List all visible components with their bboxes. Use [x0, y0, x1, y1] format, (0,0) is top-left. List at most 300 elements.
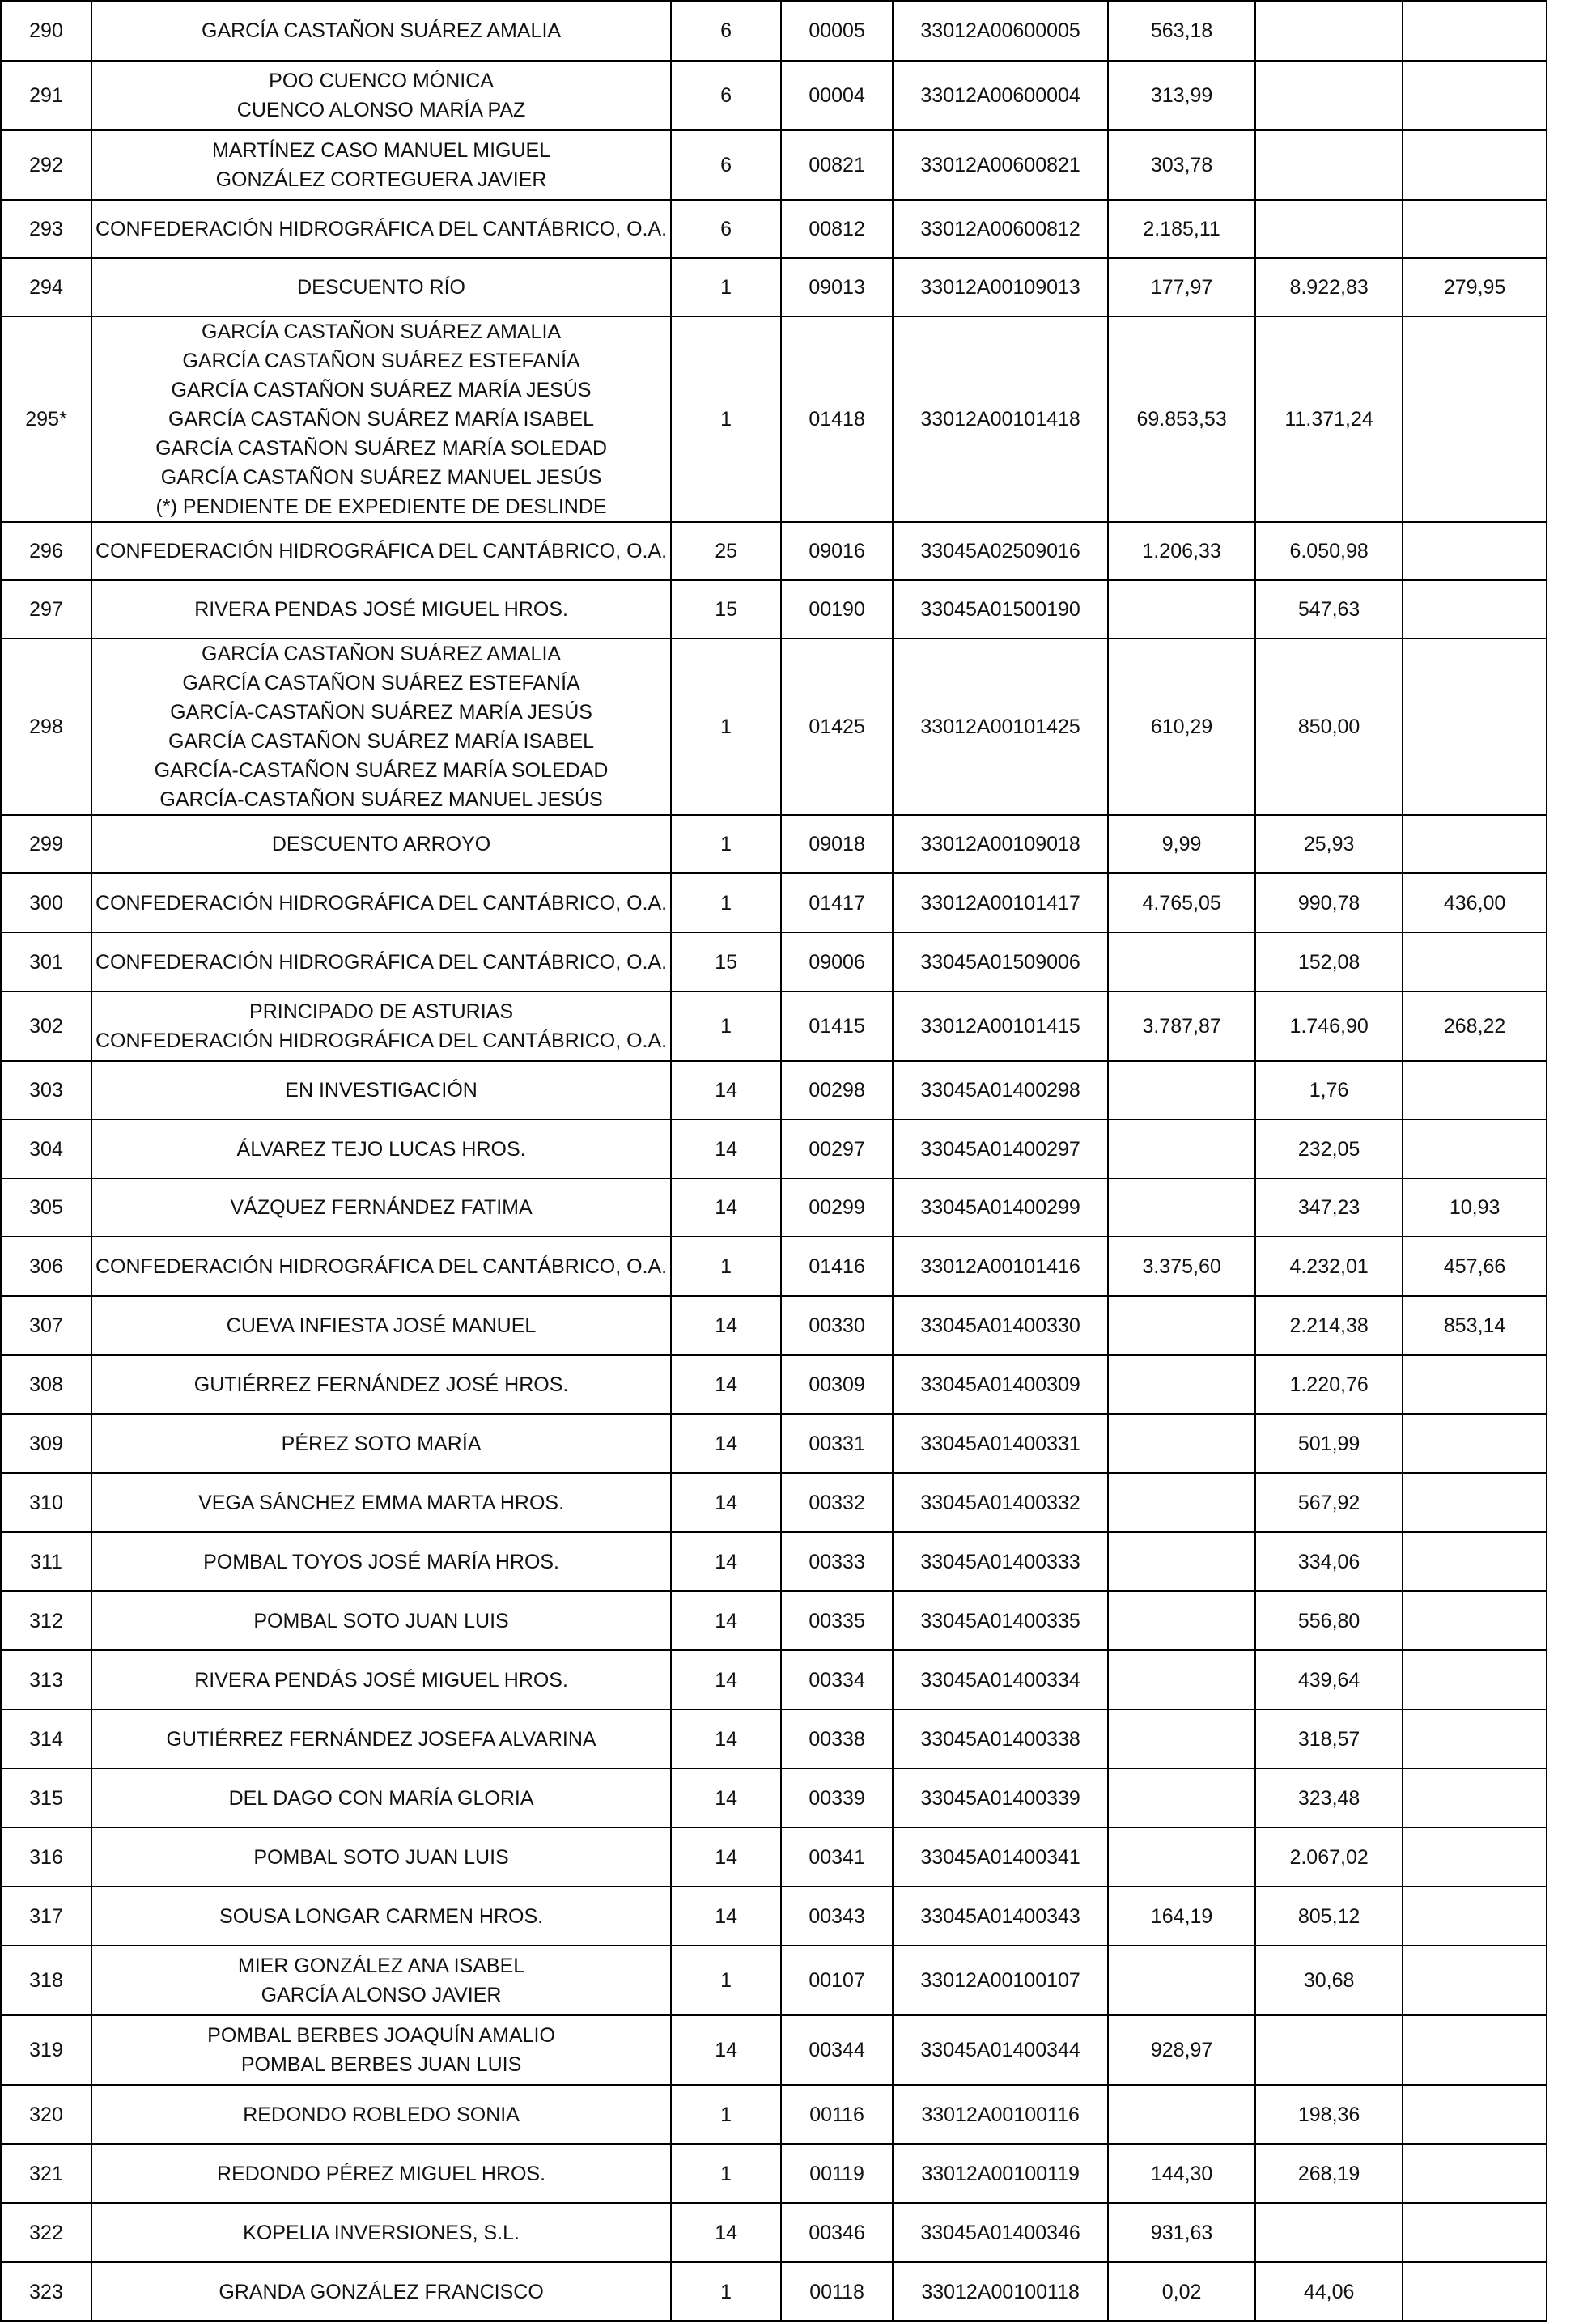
poligono-cell: 14: [671, 1650, 781, 1709]
row-number-cell: 316: [1, 1827, 91, 1887]
cadastral-ref-cell: 33045A02509016: [893, 522, 1108, 580]
row-number-cell: 314: [1, 1709, 91, 1768]
row-number-cell: 304: [1, 1119, 91, 1178]
area-3-cell: 268,22: [1403, 991, 1547, 1061]
parcela-cell: 00334: [781, 1650, 893, 1709]
table-row: [1, 2144, 1547, 2203]
owner-cell: [91, 2262, 671, 2321]
parcela-cell: 00335: [781, 1591, 893, 1650]
row-number-cell: 296: [1, 522, 91, 580]
owner-cell: [91, 1296, 671, 1355]
poligono-cell: 14: [671, 1296, 781, 1355]
table-row: [1, 1887, 1547, 1946]
table-row: [1, 873, 1547, 932]
area-3-cell: [1403, 522, 1547, 580]
owner-line: GARCÍA-CASTAÑON SUÁREZ MARÍA SOLEDAD: [154, 759, 609, 782]
area-1-cell: [1108, 1119, 1255, 1178]
area-2-cell: 990,78: [1255, 873, 1403, 932]
poligono-cell: 1: [671, 815, 781, 873]
area-2-cell: 501,99: [1255, 1414, 1403, 1473]
area-1-cell: 3.787,87: [1108, 991, 1255, 1061]
owner-line: GONZÁLEZ CORTEGUERA JAVIER: [215, 168, 547, 191]
area-2-cell: 30,68: [1255, 1946, 1403, 2015]
area-3-cell: [1403, 1709, 1547, 1768]
parcela-cell: 09016: [781, 522, 893, 580]
area-3-cell: [1403, 1591, 1547, 1650]
owner-cell: [91, 1709, 671, 1768]
poligono-cell: 1: [671, 2144, 781, 2203]
row-number-cell: 300: [1, 873, 91, 932]
cadastral-ref-cell: 33012A00100118: [893, 2262, 1108, 2321]
area-3-cell: [1403, 2262, 1547, 2321]
cadastral-ref-cell: 33045A01400341: [893, 1827, 1108, 1887]
area-2-cell: 805,12: [1255, 1887, 1403, 1946]
area-3-cell: [1403, 580, 1547, 639]
table-row: [1, 522, 1547, 580]
owner-cell: [91, 1887, 671, 1946]
owner-line: GARCÍA CASTAÑON SUÁREZ MARÍA ISABEL: [168, 408, 595, 431]
owner-line: GARCÍA CASTAÑON SUÁREZ MANUEL JESÚS: [160, 466, 602, 489]
table-row: [1, 1, 1547, 61]
row-number-cell: 306: [1, 1237, 91, 1296]
cadastral-ref-cell: 33012A00600005: [893, 1, 1108, 61]
parcela-cell: 00338: [781, 1709, 893, 1768]
poligono-cell: 6: [671, 1, 781, 61]
owner-line: POMBAL SOTO JUAN LUIS: [253, 1845, 509, 1869]
row-number-cell: 290: [1, 1, 91, 61]
owner-line: POMBAL BERBES JOAQUÍN AMALIO: [207, 2024, 555, 2047]
table-row: [1, 1532, 1547, 1591]
poligono-cell: 1: [671, 258, 781, 316]
area-3-cell: [1403, 1532, 1547, 1591]
area-3-cell: [1403, 1887, 1547, 1946]
owner-line: POO CUENCO MÓNICA: [269, 70, 494, 92]
parcela-cell: 00331: [781, 1414, 893, 1473]
row-number-cell: 310: [1, 1473, 91, 1532]
area-1-cell: [1108, 1946, 1255, 2015]
owner-cell: [91, 1061, 671, 1119]
owner-line: CONFEDERACIÓN HIDROGRÁFICA DEL CANTÁBRICO, O.A.: [96, 218, 668, 240]
poligono-cell: 14: [671, 1355, 781, 1414]
parcela-cell: 09018: [781, 815, 893, 873]
owner-line: CONFEDERACIÓN HIDROGRÁFICA DEL CANTÁBRICO, O.A.: [96, 1254, 668, 1278]
cadastral-ref-cell: 33012A00101418: [893, 316, 1108, 522]
table-row: [1, 2203, 1547, 2262]
owner-cell: [91, 258, 671, 316]
table-row: [1, 2085, 1547, 2144]
parcela-cell: 00341: [781, 1827, 893, 1887]
row-number-cell: 293: [1, 200, 91, 258]
poligono-cell: 1: [671, 873, 781, 932]
area-2-cell: 334,06: [1255, 1532, 1403, 1591]
parcela-cell: 00346: [781, 2203, 893, 2262]
owner-line: (*) PENDIENTE DE EXPEDIENTE DE DESLINDE: [155, 495, 607, 518]
row-number-cell: 318: [1, 1946, 91, 2015]
area-3-cell: 436,00: [1403, 873, 1547, 932]
area-2-cell: 268,19: [1255, 2144, 1403, 2203]
table-row: [1, 1296, 1547, 1355]
area-1-cell: 303,78: [1108, 130, 1255, 200]
cadastral-ref-cell: 33045A01400346: [893, 2203, 1108, 2262]
owner-line: GARCÍA CASTAÑON SUÁREZ AMALIA: [202, 643, 562, 665]
area-1-cell: 9,99: [1108, 815, 1255, 873]
row-number-cell: 303: [1, 1061, 91, 1119]
table-row: [1, 932, 1547, 991]
owner-cell: [91, 580, 671, 639]
owner-line: GARCÍA CASTAÑON SUÁREZ AMALIA: [202, 19, 562, 42]
owner-cell: [91, 639, 671, 815]
table-row: [1, 1237, 1547, 1296]
owner-cell: [91, 1946, 671, 2015]
area-2-cell: 547,63: [1255, 580, 1403, 639]
owner-line: CONFEDERACIÓN HIDROGRÁFICA DEL CANTÁBRICO, O.A.: [96, 891, 668, 915]
poligono-cell: 14: [671, 1827, 781, 1887]
table-row: [1, 2262, 1547, 2321]
poligono-cell: 6: [671, 200, 781, 258]
cadastral-ref-cell: 33012A00101425: [893, 639, 1108, 815]
parcela-cell: 00297: [781, 1119, 893, 1178]
poligono-cell: 15: [671, 580, 781, 639]
area-3-cell: [1403, 130, 1547, 200]
area-1-cell: [1108, 1061, 1255, 1119]
table-row: [1, 1178, 1547, 1237]
owner-line: CONFEDERACIÓN HIDROGRÁFICA DEL CANTÁBRICO, O.A.: [96, 950, 668, 974]
area-1-cell: 931,63: [1108, 2203, 1255, 2262]
parcela-cell: 00343: [781, 1887, 893, 1946]
owner-line: PÉREZ SOTO MARÍA: [281, 1432, 482, 1455]
area-2-cell: [1255, 130, 1403, 200]
owner-line: REDONDO ROBLEDO SONIA: [243, 2103, 520, 2126]
area-1-cell: 177,97: [1108, 258, 1255, 316]
row-number-cell: 291: [1, 61, 91, 130]
area-2-cell: 567,92: [1255, 1473, 1403, 1532]
row-number-cell: 295*: [1, 316, 91, 522]
area-1-cell: [1108, 1473, 1255, 1532]
area-2-cell: 318,57: [1255, 1709, 1403, 1768]
cadastral-ref-cell: 33012A00600821: [893, 130, 1108, 200]
poligono-cell: 14: [671, 1532, 781, 1591]
owner-cell: [91, 130, 671, 200]
area-3-cell: [1403, 1946, 1547, 2015]
area-2-cell: [1255, 2203, 1403, 2262]
owner-cell: [91, 200, 671, 258]
area-2-cell: 439,64: [1255, 1650, 1403, 1709]
row-number-cell: 301: [1, 932, 91, 991]
owner-cell: [91, 815, 671, 873]
parcela-cell: 00821: [781, 130, 893, 200]
table-row: [1, 1473, 1547, 1532]
area-1-cell: 610,29: [1108, 639, 1255, 815]
owner-line: CONFEDERACIÓN HIDROGRÁFICA DEL CANTÁBRICO, O.A.: [96, 1029, 668, 1052]
parcela-cell: 09013: [781, 258, 893, 316]
area-3-cell: 457,66: [1403, 1237, 1547, 1296]
row-number-cell: 311: [1, 1532, 91, 1591]
area-2-cell: 347,23: [1255, 1178, 1403, 1237]
cadastral-ref-cell: 33045A01400338: [893, 1709, 1108, 1768]
table-body: [1, 1, 1547, 2321]
parcela-cell: 00298: [781, 1061, 893, 1119]
poligono-cell: 15: [671, 932, 781, 991]
owner-line: CUEVA INFIESTA JOSÉ MANUEL: [226, 1314, 537, 1337]
owner-cell: [91, 1473, 671, 1532]
area-3-cell: [1403, 2085, 1547, 2144]
area-2-cell: 198,36: [1255, 2085, 1403, 2144]
owner-cell: [91, 522, 671, 580]
area-3-cell: [1403, 316, 1547, 522]
area-2-cell: 11.371,24: [1255, 316, 1403, 522]
area-1-cell: 144,30: [1108, 2144, 1255, 2203]
owner-line: MIER GONZÁLEZ ANA ISABEL: [237, 1955, 525, 1977]
owner-line: MARTÍNEZ CASO MANUEL MIGUEL: [211, 139, 551, 162]
area-1-cell: 3.375,60: [1108, 1237, 1255, 1296]
owner-cell: [91, 873, 671, 932]
area-1-cell: [1108, 1591, 1255, 1650]
area-1-cell: 69.853,53: [1108, 316, 1255, 522]
poligono-cell: 14: [671, 1178, 781, 1237]
area-3-cell: [1403, 2203, 1547, 2262]
row-number-cell: 317: [1, 1887, 91, 1946]
owner-line: GRANDA GONZÁLEZ FRANCISCO: [219, 2280, 544, 2303]
area-3-cell: [1403, 1119, 1547, 1178]
area-3-cell: [1403, 2015, 1547, 2085]
poligono-cell: 1: [671, 316, 781, 522]
owner-line: GARCÍA CASTAÑON SUÁREZ MARÍA JESÚS: [171, 379, 592, 401]
parcela-cell: 01416: [781, 1237, 893, 1296]
cadastral-ref-cell: 33012A00100107: [893, 1946, 1108, 2015]
owner-line: GARCÍA CASTAÑON SUÁREZ ESTEFANÍA: [182, 672, 580, 694]
area-3-cell: [1403, 1414, 1547, 1473]
owner-line: VÁZQUEZ FERNÁNDEZ FATIMA: [230, 1196, 533, 1219]
area-2-cell: [1255, 200, 1403, 258]
owner-line: DESCUENTO ARROYO: [271, 833, 491, 855]
owner-cell: [91, 991, 671, 1061]
area-3-cell: [1403, 61, 1547, 130]
parcela-cell: 01417: [781, 873, 893, 932]
parcela-cell: 01415: [781, 991, 893, 1061]
area-1-cell: 164,19: [1108, 1887, 1255, 1946]
area-1-cell: 928,97: [1108, 2015, 1255, 2085]
cadastral-ref-cell: 33045A01400332: [893, 1473, 1108, 1532]
row-number-cell: 322: [1, 2203, 91, 2262]
cadastral-ref-cell: 33045A01400309: [893, 1355, 1108, 1414]
parcela-cell: 01425: [781, 639, 893, 815]
row-number-cell: 297: [1, 580, 91, 639]
table-row: [1, 1591, 1547, 1650]
owner-cell: [91, 2144, 671, 2203]
poligono-cell: 14: [671, 1119, 781, 1178]
poligono-cell: 1: [671, 2262, 781, 2321]
owner-line: RIVERA PENDÁS JOSÉ MIGUEL HROS.: [194, 1668, 568, 1692]
area-3-cell: [1403, 1355, 1547, 1414]
owner-cell: [91, 1414, 671, 1473]
area-1-cell: 563,18: [1108, 1, 1255, 61]
row-number-cell: 319: [1, 2015, 91, 2085]
area-3-cell: [1403, 1650, 1547, 1709]
area-2-cell: [1255, 61, 1403, 130]
parcela-cell: 01418: [781, 316, 893, 522]
area-1-cell: [1108, 2085, 1255, 2144]
owner-line: GARCÍA CASTAÑON SUÁREZ MARÍA SOLEDAD: [155, 437, 608, 460]
area-1-cell: [1108, 1355, 1255, 1414]
table-row: [1, 1709, 1547, 1768]
area-3-cell: [1403, 1, 1547, 61]
owner-cell: [91, 1768, 671, 1827]
area-3-cell: [1403, 1473, 1547, 1532]
area-2-cell: 4.232,01: [1255, 1237, 1403, 1296]
cadastral-ref-cell: 33045A01400335: [893, 1591, 1108, 1650]
area-2-cell: 6.050,98: [1255, 522, 1403, 580]
poligono-cell: 1: [671, 2085, 781, 2144]
area-2-cell: 2.067,02: [1255, 1827, 1403, 1887]
area-2-cell: 323,48: [1255, 1768, 1403, 1827]
owner-line: EN INVESTIGACIÓN: [285, 1079, 478, 1102]
poligono-cell: 1: [671, 991, 781, 1061]
owner-line: DEL DAGO CON MARÍA GLORIA: [228, 1786, 534, 1810]
area-3-cell: 279,95: [1403, 258, 1547, 316]
area-3-cell: 853,14: [1403, 1296, 1547, 1355]
cadastral-ref-cell: 33045A01400343: [893, 1887, 1108, 1946]
row-number-cell: 302: [1, 991, 91, 1061]
cadastral-ref-cell: 33012A00600004: [893, 61, 1108, 130]
owner-line: CONFEDERACIÓN HIDROGRÁFICA DEL CANTÁBRICO, O.A.: [96, 540, 668, 562]
owner-cell: [91, 2085, 671, 2144]
cadastral-ref-cell: 33045A01400331: [893, 1414, 1108, 1473]
parcela-cell: 00332: [781, 1473, 893, 1532]
poligono-cell: 1: [671, 639, 781, 815]
owner-line: POMBAL BERBES JUAN LUIS: [240, 2053, 522, 2076]
area-2-cell: [1255, 1, 1403, 61]
owner-cell: [91, 1119, 671, 1178]
owner-line: GARCÍA-CASTAÑON SUÁREZ MANUEL JESÚS: [159, 788, 603, 811]
owner-line: GUTIÉRREZ FERNÁNDEZ JOSÉ HROS.: [193, 1373, 569, 1396]
row-number-cell: 308: [1, 1355, 91, 1414]
table-row: [1, 639, 1547, 815]
owner-cell: [91, 1237, 671, 1296]
cadastral-ref-cell: 33045A01400298: [893, 1061, 1108, 1119]
parcela-cell: 00190: [781, 580, 893, 639]
parcela-cell: 00309: [781, 1355, 893, 1414]
row-number-cell: 315: [1, 1768, 91, 1827]
poligono-cell: 14: [671, 2203, 781, 2262]
cadastral-ref-cell: 33012A00101417: [893, 873, 1108, 932]
table-row: [1, 580, 1547, 639]
cadastral-ref-cell: 33012A00100119: [893, 2144, 1108, 2203]
poligono-cell: 14: [671, 1591, 781, 1650]
poligono-cell: 14: [671, 1768, 781, 1827]
owner-line: GARCÍA CASTAÑON SUÁREZ MARÍA ISABEL: [168, 730, 595, 753]
cadastral-ref-cell: 33045A01400297: [893, 1119, 1108, 1178]
parcela-cell: 00119: [781, 2144, 893, 2203]
table-row: [1, 130, 1547, 200]
area-3-cell: 10,93: [1403, 1178, 1547, 1237]
row-number-cell: 294: [1, 258, 91, 316]
area-3-cell: [1403, 1061, 1547, 1119]
owner-cell: [91, 1827, 671, 1887]
owner-line: KOPELIA INVERSIONES, S.L.: [243, 2221, 520, 2244]
parcela-cell: 00339: [781, 1768, 893, 1827]
owner-line: PRINCIPADO DE ASTURIAS: [249, 1000, 514, 1023]
parcela-cell: 00005: [781, 1, 893, 61]
poligono-cell: 14: [671, 1414, 781, 1473]
parcela-cell: 00330: [781, 1296, 893, 1355]
area-3-cell: [1403, 2144, 1547, 2203]
poligono-cell: 1: [671, 1237, 781, 1296]
parcela-cell: 00116: [781, 2085, 893, 2144]
area-1-cell: [1108, 1532, 1255, 1591]
table-row: [1, 1414, 1547, 1473]
parcela-cell: 00812: [781, 200, 893, 258]
cadastral-ref-cell: 33012A00109018: [893, 815, 1108, 873]
table-row: [1, 1827, 1547, 1887]
poligono-cell: 1: [671, 1946, 781, 2015]
parcela-cell: 00344: [781, 2015, 893, 2085]
owner-line: REDONDO PÉREZ MIGUEL HROS.: [217, 2162, 546, 2185]
area-1-cell: [1108, 1296, 1255, 1355]
owner-line: GARCÍA ALONSO JAVIER: [261, 1984, 502, 2006]
owner-line: GARCÍA-CASTAÑON SUÁREZ MARÍA JESÚS: [170, 701, 592, 724]
cadastral-ref-cell: 33012A00100116: [893, 2085, 1108, 2144]
owner-cell: [91, 61, 671, 130]
area-2-cell: 1.746,90: [1255, 991, 1403, 1061]
area-1-cell: [1108, 1709, 1255, 1768]
cadastral-ref-cell: 33045A01400344: [893, 2015, 1108, 2085]
area-3-cell: [1403, 200, 1547, 258]
table-row: [1, 1650, 1547, 1709]
row-number-cell: 292: [1, 130, 91, 200]
parcela-cell: 00118: [781, 2262, 893, 2321]
cadastral-ref-cell: 33012A00109013: [893, 258, 1108, 316]
table-row: [1, 1946, 1547, 2015]
cadastral-ref-cell: 33045A01400299: [893, 1178, 1108, 1237]
cadastral-ref-cell: 33045A01400334: [893, 1650, 1108, 1709]
owner-line: POMBAL TOYOS JOSÉ MARÍA HROS.: [203, 1550, 560, 1573]
owner-cell: [91, 2015, 671, 2085]
owner-cell: [91, 2203, 671, 2262]
poligono-cell: 14: [671, 1709, 781, 1768]
area-2-cell: 44,06: [1255, 2262, 1403, 2321]
row-number-cell: 323: [1, 2262, 91, 2321]
parcela-cell: 00107: [781, 1946, 893, 2015]
row-number-cell: 299: [1, 815, 91, 873]
row-number-cell: 309: [1, 1414, 91, 1473]
area-3-cell: [1403, 1827, 1547, 1887]
area-3-cell: [1403, 1768, 1547, 1827]
poligono-cell: 25: [671, 522, 781, 580]
poligono-cell: 14: [671, 1473, 781, 1532]
row-number-cell: 307: [1, 1296, 91, 1355]
parcela-cell: 00299: [781, 1178, 893, 1237]
parcela-cell: 00004: [781, 61, 893, 130]
area-1-cell: 313,99: [1108, 61, 1255, 130]
row-number-cell: 313: [1, 1650, 91, 1709]
owner-cell: [91, 1178, 671, 1237]
table-row: [1, 1768, 1547, 1827]
area-1-cell: [1108, 1178, 1255, 1237]
row-number-cell: 320: [1, 2085, 91, 2144]
area-3-cell: [1403, 639, 1547, 815]
area-2-cell: 850,00: [1255, 639, 1403, 815]
area-1-cell: 4.765,05: [1108, 873, 1255, 932]
area-1-cell: 2.185,11: [1108, 200, 1255, 258]
owner-line: DESCUENTO RÍO: [297, 276, 465, 299]
owner-cell: [91, 1532, 671, 1591]
area-1-cell: [1108, 1650, 1255, 1709]
table-row: [1, 815, 1547, 873]
cadastral-ref-cell: 33045A01400339: [893, 1768, 1108, 1827]
poligono-cell: 6: [671, 61, 781, 130]
area-2-cell: 25,93: [1255, 815, 1403, 873]
table-row: [1, 258, 1547, 316]
